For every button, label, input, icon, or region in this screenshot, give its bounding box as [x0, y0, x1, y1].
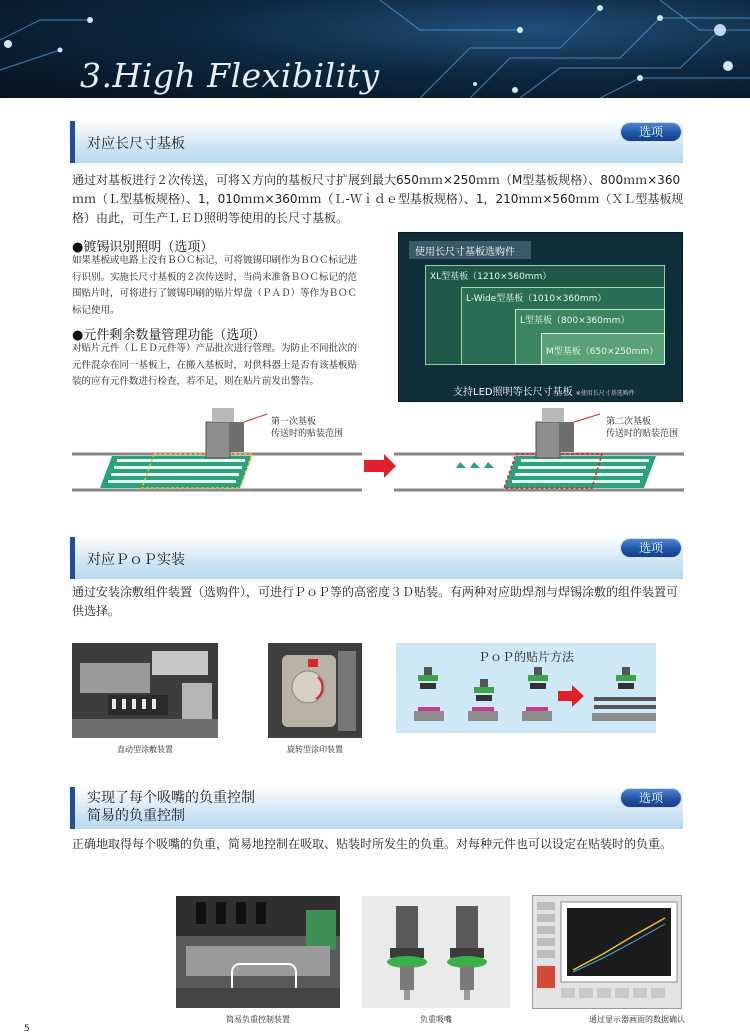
- option-badge: 选项: [621, 123, 681, 141]
- page-number: 5: [24, 1024, 30, 1034]
- callout-first-transfer: 第一次基板 传送时的贴装范围: [271, 417, 344, 439]
- photo-caption: 简易负重控制装置: [226, 1015, 290, 1024]
- section-title: [87, 789, 255, 825]
- callout-second-transfer: 第二次基板 传送时的贴装范围: [606, 417, 679, 439]
- panel-footer-note: ※使用长尺寸基选购件: [575, 390, 635, 397]
- pop-method-title: ＰｏＰ的贴片方法: [477, 650, 574, 664]
- photo-caption: 旋转型涂印装置: [287, 745, 343, 754]
- board-size-label: XL型基板（1210×560mm）: [430, 272, 552, 282]
- panel-title: 使用长尺寸基板选购件: [409, 241, 531, 259]
- section-title-line: 简易的负重控制: [87, 808, 185, 824]
- bullet-text: 如果基板或电路上没有ＢＯＣ标记，可将镀锡印刷作为ＢＯＣ标记进行识别。实施长尺寸基板的２次传送时，当尚未准备ＢＯＣ标记的范围贴片时，可将进行了镀锡印刷的贴片焊盘（ＰＡＤ）等作为ＢＯＣ标记使用。: [72, 255, 358, 316]
- section-intro: 通过对基板进行２次传送，可将Ｘ方向的基板尺寸扩展到最大650ｍｍ×250ｍｍ（M型基板规格）、800ｍｍ×360ｍｍ（Ｌ型基板规格）、1，010ｍｍ×360ｍｍ（Ｌ-Ｗｉｄｅ型基板规格）、1，210ｍｍ×560ｍｍ（ＸＬ型基板规格）由此，可生产ＬＥＤ照明等使用的长尺寸基板。: [72, 173, 684, 225]
- rotary-dipping-unit-photo: [268, 643, 362, 738]
- section-header-long-board: [70, 121, 683, 163]
- section-header-pop: [70, 537, 683, 579]
- photo-caption: 直动型涂敷装置: [117, 745, 173, 754]
- panel-footer: [453, 383, 635, 398]
- photo-caption: 负重吸嘴: [420, 1015, 452, 1024]
- board-size-label: M型基板（650×250mm）: [546, 347, 659, 357]
- pop-arrow: [558, 685, 584, 707]
- board-size-label: L-Wide型基板（1010×360mm）: [466, 294, 607, 304]
- two-pass-transfer-diagram: [72, 408, 684, 500]
- board-size-panel: [398, 232, 683, 402]
- bullet-text: 对贴片元件（ＬＥＤ元件等）产品批次进行管理。为防止不同批次的元件混杂在同一基板上，在搬入基板时，对供料器上是否有该基板贴装的应有元件数进行检查，若不足，则在贴片前发出警告。: [72, 343, 358, 387]
- load-control-unit-photo: [176, 896, 340, 1008]
- board-size-label: L型基板（800×360mm）: [520, 316, 630, 326]
- load-nozzle-photo: [362, 896, 510, 1008]
- pop-step-3: [522, 667, 552, 721]
- board-size-m: [541, 333, 665, 365]
- option-badge: 选项: [621, 789, 681, 807]
- option-badge: 选项: [621, 539, 681, 557]
- section-header-load-control: [70, 787, 683, 829]
- pop-method-panel: [396, 643, 656, 733]
- header-banner: [0, 0, 750, 98]
- pop-result: [592, 667, 656, 721]
- pop-step-1: [414, 667, 444, 721]
- bullet-heading: ●元件剩余数量管理功能（选项）: [72, 328, 266, 343]
- page-title: 3.High Flexibility: [80, 56, 380, 95]
- pop-method-diagram: [396, 665, 656, 731]
- bullet-heading: ●镀锡识别照明（选项）: [72, 240, 214, 255]
- section-intro: 通过安装涂敷组件装置（选购件），可进行ＰｏＰ等的高密度３Ｄ贴装。有两种对应助焊剂与焊锡涂敷的组件装置可供选择。: [72, 585, 679, 618]
- section-title-line: 实现了每个吸嘴的负重控制: [87, 790, 255, 806]
- section-title: 对应长尺寸基板: [87, 136, 185, 152]
- section-title: 对应ＰｏＰ实装: [87, 552, 185, 568]
- monitor-screen-photo: [532, 895, 682, 1009]
- section-intro: 正确地取得每个吸嘴的负重，简易地控制在吸取、贴装时所发生的负重。对每种元件也可以设定在贴装时的负重。: [72, 837, 673, 851]
- pop-step-2: [468, 679, 498, 721]
- photo-caption: 通过显示器画面的数据确认: [589, 1015, 685, 1024]
- panel-footer-text: 支持LED照明等长尺寸基板: [453, 387, 573, 398]
- linear-dipping-unit-photo: [72, 643, 218, 738]
